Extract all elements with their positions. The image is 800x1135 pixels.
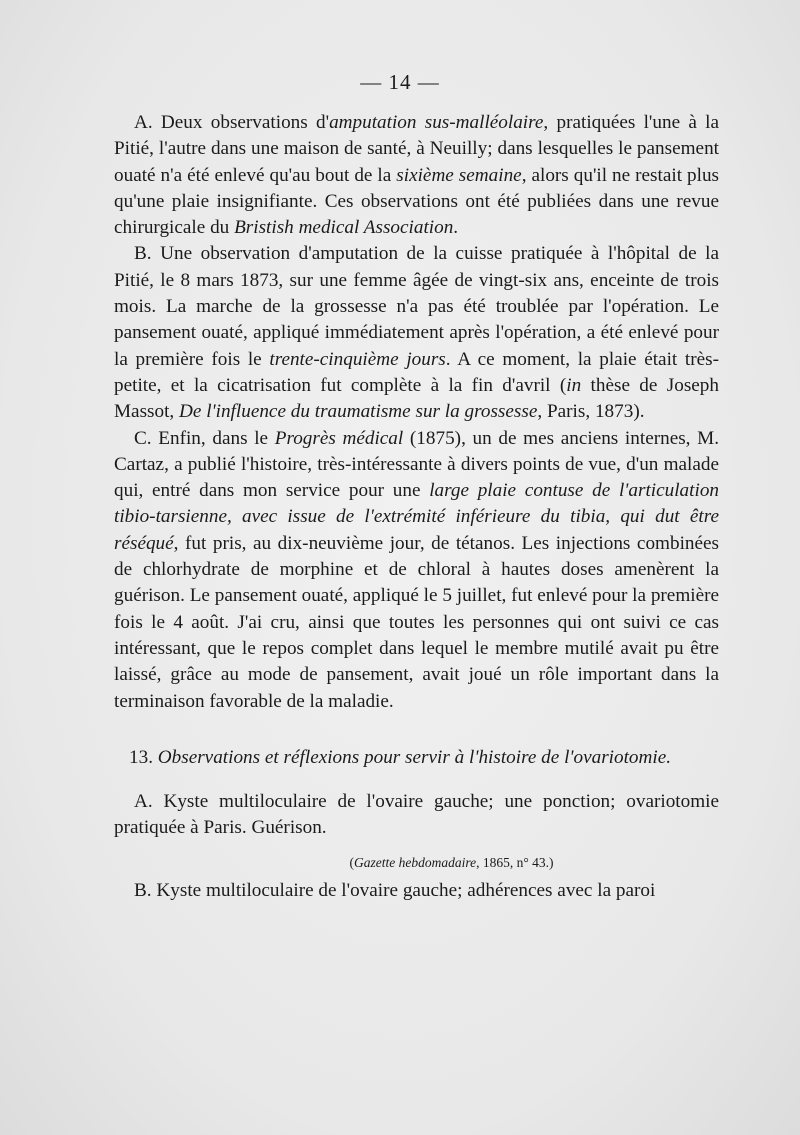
italic-run: Bristish medical Association bbox=[234, 217, 454, 239]
paragraph-b bbox=[114, 241, 719, 425]
italic-run: trente-cinquième jours bbox=[269, 348, 446, 370]
section-title: Observations et réflexions pour servir à l'histoire de l'ovariotomie. bbox=[152, 746, 672, 768]
italic-run: amputation sus-malléolaire bbox=[329, 112, 544, 133]
text-run: Une observation d'amputation de la cuisse pratiquée à l'hôpital de la Pitié, le 8 mars 1873, sur une femme âgée de vingt-six ans, enceinte de trois mois. La marche de la grossesse n'a pas été troublée par l'opération. Le pansement ouaté, appliqué immédiatement après l'opération, a été enlevé pour la première fois le bbox=[114, 243, 719, 370]
section-number: 13. bbox=[129, 746, 153, 768]
text-run: , pratiquées l'une à la Pitié, l'autre dans une maison de santé, à Neuilly; dans lesquelles le pansement ouaté n'a été enlevé qu'au bout de la bbox=[114, 112, 719, 186]
entry-label: B. bbox=[134, 880, 152, 902]
text-run: Deux observations d' bbox=[152, 112, 330, 133]
text-run: Enfin, dans le bbox=[151, 427, 275, 449]
text-run: , alors qu'il ne restait plus qu'une plaie insignifiante. Ces observations ont été publiées dans une revue chirurgicale du bbox=[114, 164, 719, 239]
paragraph-label: A. bbox=[134, 112, 153, 133]
entry-text: Kyste multiloculaire de l'ovaire gauche; une ponction; ovariotomie pratiquée à Paris. Guérison. bbox=[114, 791, 719, 839]
paragraph-c bbox=[114, 426, 719, 715]
citation-journal: Gazette hebdomadaire bbox=[353, 854, 477, 870]
text-run: , Paris, 1873). bbox=[537, 401, 645, 423]
paragraph-label: C. bbox=[134, 427, 152, 449]
paragraph-a bbox=[114, 110, 719, 241]
citation: (Gazette hebdomadaire, 1865, n° 43.) bbox=[349, 854, 554, 870]
text-run: . bbox=[453, 217, 459, 239]
page-number: — 14 — bbox=[360, 70, 440, 94]
italic-run: De l'influence du traumatisme sur la grossesse bbox=[179, 401, 538, 423]
italic-run: large plaie contuse de l'articulation tibio-tarsienne, avec issue de l'extrémité inférieure du tibia, qui dut être réséqué bbox=[114, 480, 720, 554]
text-run: , fut pris, au dix-neuvième jour, de tétanos. Les injections combinées de chlorhydrate de morphine et de chloral à hautes doses amenèrent la guérison. Le pansement ouaté, appliqué le 5 juillet, fut enlevé pour la première fois le 4 août. J'ai cru, ainsi que toutes les personnes qui ont suivi ce cas intéressant, que le repos complet dans lequel le membre mutilé avait pu être laissé, grâce au mode de pansement, avait joué un rôle important dans la terminaison favorable de la maladie. bbox=[114, 532, 719, 712]
italic-run: in bbox=[566, 374, 582, 396]
entry-text: Kyste multiloculaire de l'ovaire gauche; adhérences avec la paroi bbox=[151, 880, 656, 902]
italic-run: sixième semaine bbox=[396, 164, 522, 186]
text-run: (1875), un de mes anciens internes, M. Cartaz, a publié l'histoire, très-intéressante à divers points de vue, d'un malade qui, entré dans mon service pour une bbox=[114, 427, 719, 502]
entry-b bbox=[114, 878, 719, 904]
paragraph-label: B. bbox=[134, 243, 152, 265]
text-run: thèse de Joseph Massot, bbox=[114, 374, 719, 423]
section-heading bbox=[114, 745, 719, 771]
citation-details: , 1865, n° 43. bbox=[476, 854, 549, 870]
page-body bbox=[114, 110, 719, 904]
text-run: . A ce moment, la plaie était très-petite, et la cicatrisation fut complète à la fin d'avril ( bbox=[114, 348, 720, 396]
entry-label: A. bbox=[134, 791, 153, 813]
entry-a bbox=[114, 789, 719, 842]
italic-run: Progrès médical bbox=[274, 427, 404, 449]
